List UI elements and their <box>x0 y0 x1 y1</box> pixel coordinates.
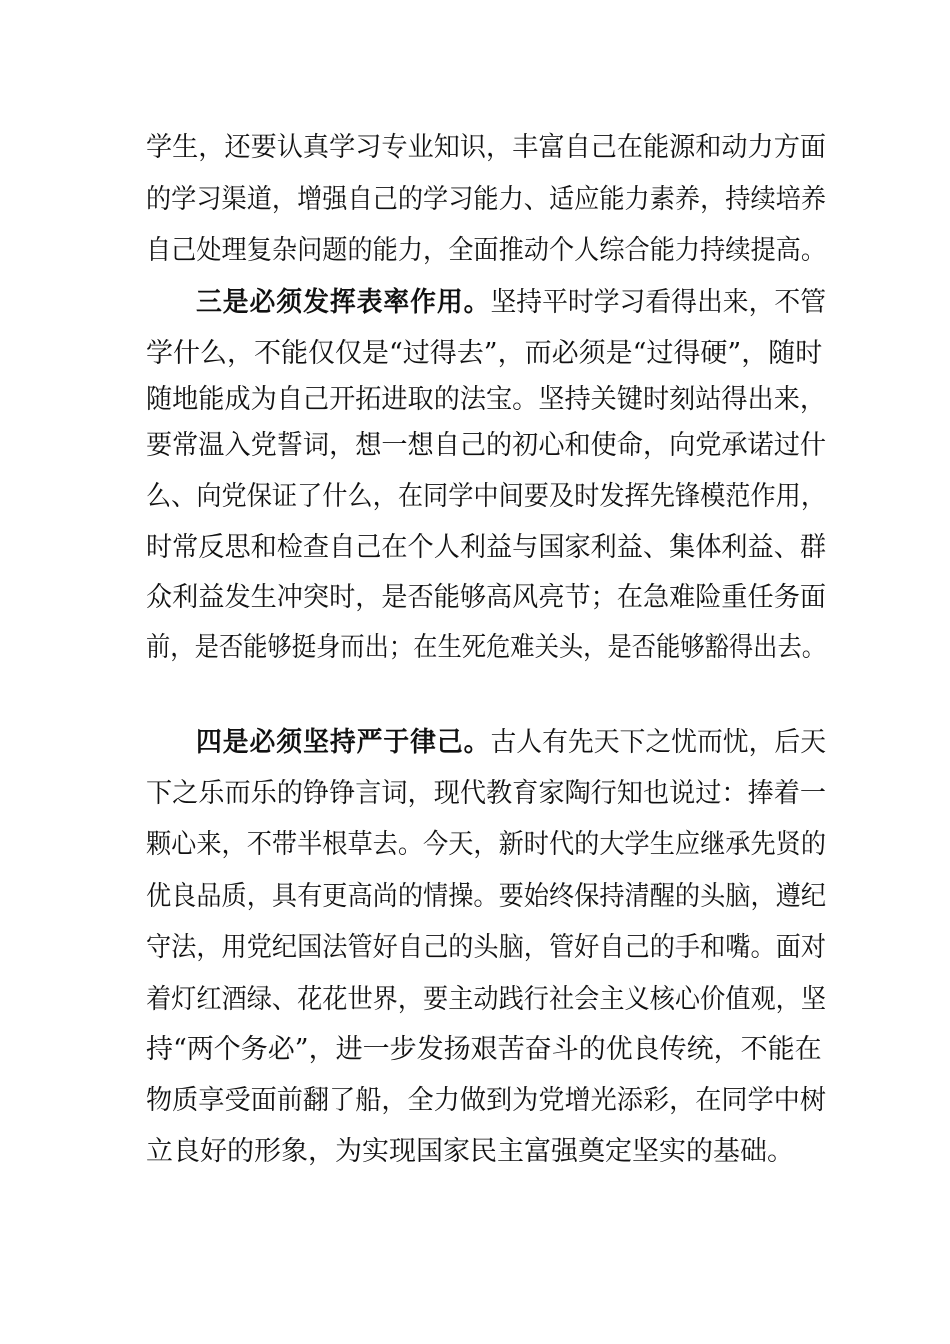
paragraph-line: 优良品质，具有更高尚的情操。要始终保持清醒的头脑，遵纪 <box>146 881 827 912</box>
section-4-text: 古人有先天下之忧而忧，后天 <box>490 727 827 758</box>
section-4-heading: 四是必须坚持严于律己。 <box>196 727 491 758</box>
paragraph-line: 物质享受面前翻了船，全力做到为党增光添彩，在同学中树 <box>146 1085 827 1116</box>
paragraph-line: 颗心来，不带半根草去。今天，新时代的大学生应继承先贤的 <box>146 829 827 860</box>
paragraph-line: 守法，用党纪国法管好自己的头脑，管好自己的手和嘴。面对 <box>146 932 827 963</box>
paragraph-line: 时常反思和检查自己在个人利益与国家利益、集体利益、群 <box>146 532 827 563</box>
paragraph-line: 自己处理复杂问题的能力，全面推动个人综合能力持续提高。 <box>146 235 827 266</box>
section-3-first-line <box>196 283 827 323</box>
paragraph-line: 的学习渠道，增强自己的学习能力、适应能力素养，持续培养 <box>146 184 827 215</box>
paragraph-line: 持“两个务必”，进一步发扬艰苦奋斗的优良传统，不能在 <box>146 1034 822 1065</box>
section-4-first-line <box>196 723 827 763</box>
paragraph-line: 么、向党保证了什么，在同学中间要及时发挥先锋模范作用， <box>146 481 827 512</box>
paragraph-line: 随地能成为自己开拓进取的法宝。坚持关键时刻站得出来， <box>146 384 827 415</box>
paragraph-line: 学什么，不能仅仅是“过得去”，而必须是“过得硬”，随时 <box>146 338 823 369</box>
paragraph-line: 着灯红酒绿、花花世界，要主动践行社会主义核心价值观，坚 <box>146 984 827 1015</box>
paragraph-line: 要常温入党誓词，想一想自己的初心和使命，向党承诺过什 <box>146 430 827 461</box>
paragraph-line: 众利益发生冲突时，是否能够高风亮节；在急难险重任务面 <box>146 582 827 613</box>
paragraph-line: 学生，还要认真学习专业知识，丰富自己在能源和动力方面 <box>146 132 827 163</box>
paragraph-line: 前，是否能够挺身而出；在生死危难关头，是否能够豁得出去。 <box>146 632 827 663</box>
section-3-heading: 三是必须发挥表率作用。 <box>196 287 491 318</box>
paragraph-line: 立良好的形象，为实现国家民主富强奠定坚实的基础。 <box>146 1136 794 1167</box>
paragraph-line: 下之乐而乐的铮铮言词，现代教育家陶行知也说过：捧着一 <box>146 778 827 809</box>
section-3-text: 坚持平时学习看得出来，不管 <box>490 287 827 318</box>
